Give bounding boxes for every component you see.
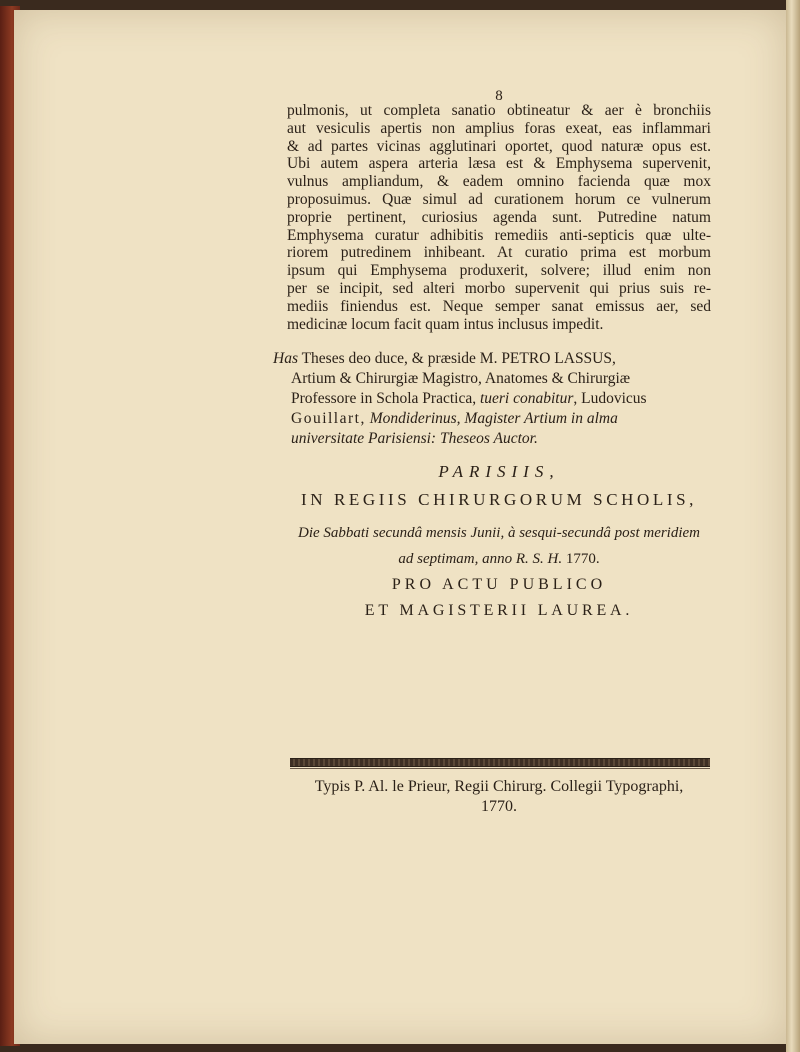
body-line: ipsum qui Emphysema produxerit, solvere; illud enim non xyxy=(287,262,711,280)
body-line: vulnus ampliandum, & eadem omnino facienda quæ mox xyxy=(287,173,711,191)
act-line-2: ET MAGISTERII LAUREA. xyxy=(364,602,634,619)
author-name: Gouillart, xyxy=(291,410,366,427)
page-stack-edge xyxy=(786,0,800,1052)
thesis-has-word: Has xyxy=(273,350,298,367)
body-line: proprie pertinent, curiosius agenda sunt. Putredine natum xyxy=(287,208,711,226)
thesis-line-4-italic: Mondiderinus, Magister Artium in alma xyxy=(365,410,618,427)
document-page xyxy=(14,10,786,1044)
body-line: aut vesiculis apertis non amplius foras exeat, eas inflammari xyxy=(287,119,711,137)
body-line: & ad partes vicinas agglutinari oportet, quod naturæ opus est. xyxy=(287,137,711,155)
thesis-line-4 xyxy=(291,410,618,428)
body-line: per se incipit, sed alteri morbo supervenit qui prius suis re- xyxy=(287,280,711,297)
page-number: 8 xyxy=(495,88,503,104)
date-line-2-year: 1770. xyxy=(562,551,600,567)
thesis-line-3-italic: tueri conabitur xyxy=(479,390,574,407)
body-line: mediis finiendus est. Neque semper sanat emissus aer, sed xyxy=(287,297,711,315)
body-line: riorem putredinem inhibeant. At curatio prima est morbum xyxy=(287,244,711,262)
place-line: PARISIIS, xyxy=(438,462,560,481)
date-line-2 xyxy=(284,551,714,568)
imprint-line-2: 1770. xyxy=(481,798,517,815)
date-line-2-italic: ad septimam, anno R. S. H. xyxy=(398,551,563,567)
thesis-line-3 xyxy=(291,390,647,408)
thesis-line-3-b: , Ludovicus xyxy=(573,390,647,407)
thesis-line-5: universitate Parisiensi: Theseos Auctor. xyxy=(291,430,538,447)
decorative-rule-thin xyxy=(290,768,710,769)
schools-line: IN REGIIS CHIRURGORUM SCHOLIS, xyxy=(300,490,698,509)
body-line: Ubi autem aspera arteria læsa est & Emphysema supervenit, xyxy=(287,155,711,173)
thesis-line-2: Artium & Chirurgiæ Magistro, Anatomes & Chirurgiæ xyxy=(291,370,631,387)
decorative-rule xyxy=(290,758,710,767)
body-line: pulmonis, ut completa sanatio obtineatur & aer è bronchiis xyxy=(287,102,711,119)
thesis-line-3-a: Professore in Schola Practica, xyxy=(291,390,480,407)
thesis-line-1 xyxy=(273,350,616,368)
date-line-1: Die Sabbati secundâ mensis Junii, à sesqui-secundâ post meridiem xyxy=(297,525,701,541)
thesis-line-1-rest: Theses deo duce, & præside M. PETRO LASSUS, xyxy=(297,350,616,367)
body-line: proposuimus. Quæ simul ad curationem horum ce vulnerum xyxy=(287,191,711,208)
act-line-1: PRO ACTU PUBLICO xyxy=(391,576,607,593)
body-line: Emphysema curatur adhibitis remediis anti-septicis quæ ulte- xyxy=(287,226,711,244)
imprint-line-1: Typis P. Al. le Prieur, Regii Chirurg. Collegii Typographi, xyxy=(314,778,684,795)
body-line: medicinæ locum facit quam intus inclusus impedit. xyxy=(287,315,604,333)
